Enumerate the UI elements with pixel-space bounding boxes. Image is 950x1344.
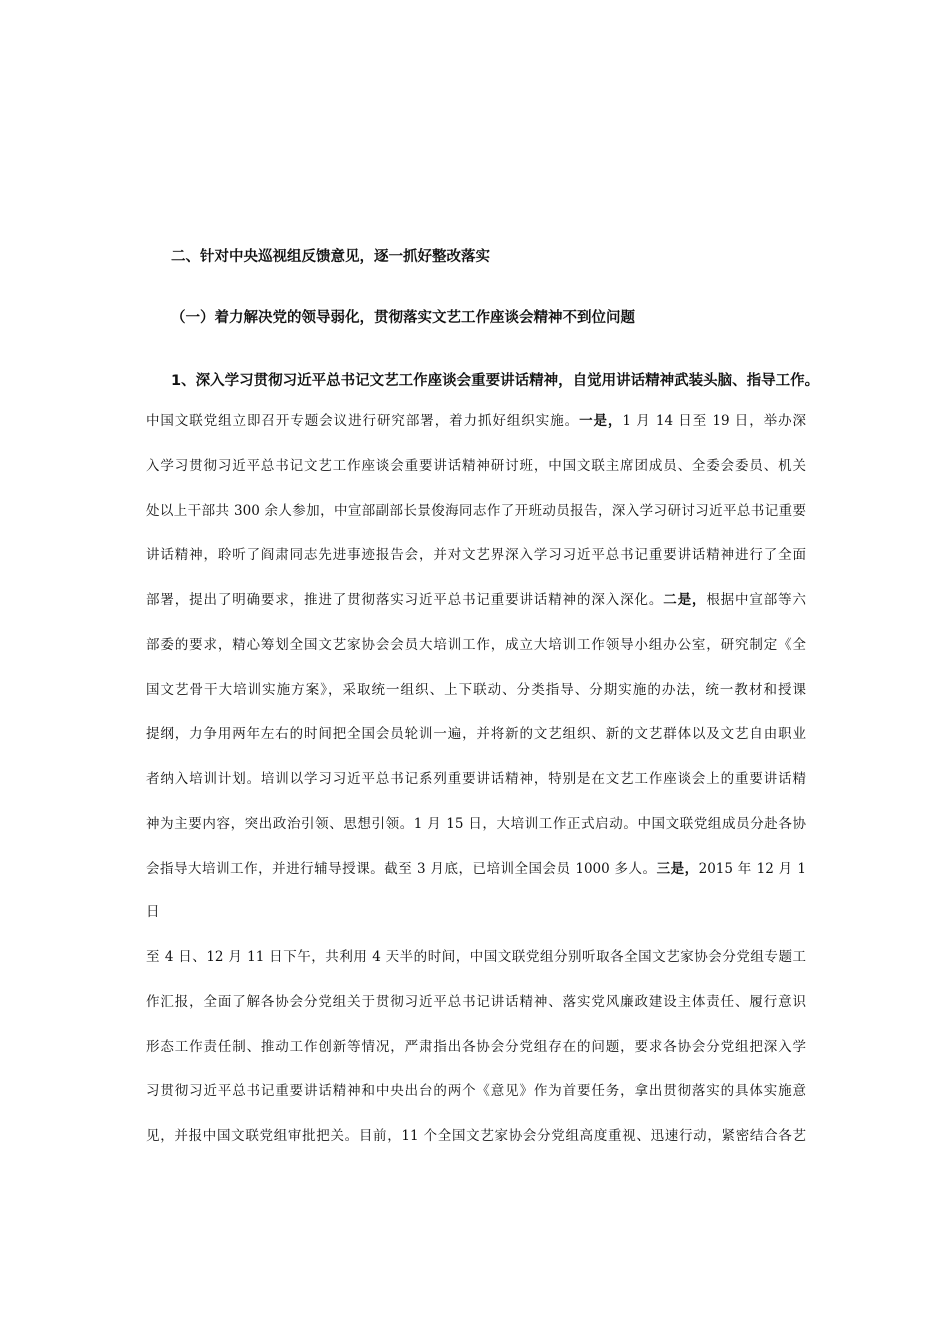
enumeration-marker: 二是， xyxy=(663,592,707,608)
body-line: 处以上干部共 300 余人参加，中宣部副部长景俊海同志作了开班动员报告，深入学习研讨习近平总书记重要 xyxy=(146,503,806,519)
body-line: 国文艺骨干大培训实施方案》，采取统一组织、上下联动、分类指导、分期实施的办法，统一教材和授课 xyxy=(146,682,806,698)
body-line: 入学习贯彻习近平总书记文艺工作座谈会重要讲话精神研讨班，中国文联主席团成员、全委会委员、机关 xyxy=(146,458,806,474)
body-text: 1 月 14 日至 19 日，举办深 xyxy=(622,413,807,429)
body-line: 提纲，力争用两年左右的时间把全国会员轮训一遍，并将新的文艺组织、新的文艺群体以及文艺自由职业 xyxy=(146,726,806,742)
body-text: 会指导大培训工作，并进行辅导授课。截至 3 月底，已培训全国会员 1000 多人。 xyxy=(146,861,657,877)
body-line: 部委的要求，精心筹划全国文艺家协会会员大培训工作，成立大培训工作领导小组办公室，研究制定《全 xyxy=(146,637,806,653)
enumeration-marker: 一是， xyxy=(579,413,623,429)
item-heading: 1、深入学习贯彻习近平总书记文艺工作座谈会重要讲话精神，自觉用讲话精神武装头脑、指导工作。 xyxy=(171,373,820,389)
body-line: 讲话精神，聆听了阎肃同志先进事迹报告会，并对文艺界深入学习习近平总书记重要讲话精神进行了全面 xyxy=(146,547,806,563)
body-line: 形态工作责任制、推动工作创新等情况，严肃指出各协会分党组存在的问题，要求各协会分党组把深入学 xyxy=(146,1039,806,1055)
subsection-heading: （一）着力解决党的领导弱化，贯彻落实文艺工作座谈会精神不到位问题 xyxy=(171,310,635,326)
body-text: 部署，提出了明确要求，推进了贯彻落实习近平总书记重要讲话精神的深入深化。 xyxy=(146,592,664,608)
body-text: 中国文联党组立即召开专题会议进行研究部署，着力抓好组织实施。 xyxy=(146,413,580,429)
body-line: 习贯彻习近平总书记重要讲话精神和中央出台的两个《意见》作为首要任务，拿出贯彻落实的具体实施意 xyxy=(146,1083,806,1099)
section-heading: 二、针对中央巡视组反馈意见，逐一抓好整改落实 xyxy=(171,249,490,265)
body-line: 作汇报，全面了解各协会分党组关于贯彻习近平总书记讲话精神、落实党风廉政建设主体责任、履行意识 xyxy=(146,994,806,1010)
body-line xyxy=(146,412,806,430)
body-line: 神为主要内容，突出政治引领、思想引领。1 月 15 日，大培训工作正式启动。中国文联党组成员分赴各协 xyxy=(146,816,806,832)
enumeration-marker: 三是， xyxy=(656,861,699,877)
body-line: 者纳入培训计划。培训以学习习近平总书记系列重要讲话精神，特别是在文艺工作座谈会上的重要讲话精 xyxy=(146,771,806,787)
body-line: 见，并报中国文联党组审批把关。目前，11 个全国文艺家协会分党组高度重视、迅速行动，紧密结合各艺 xyxy=(146,1128,806,1144)
body-line: 日 xyxy=(146,904,160,920)
body-line: 至 4 日、12 月 11 日下午，共利用 4 天半的时间，中国文联党组分别听取各全国文艺家协会分党组专题工 xyxy=(146,949,806,965)
body-line xyxy=(146,591,806,609)
body-line xyxy=(146,860,806,878)
body-text: 根据中宣部等六 xyxy=(706,592,807,608)
body-text: 2015 年 12 月 1 xyxy=(698,861,806,877)
